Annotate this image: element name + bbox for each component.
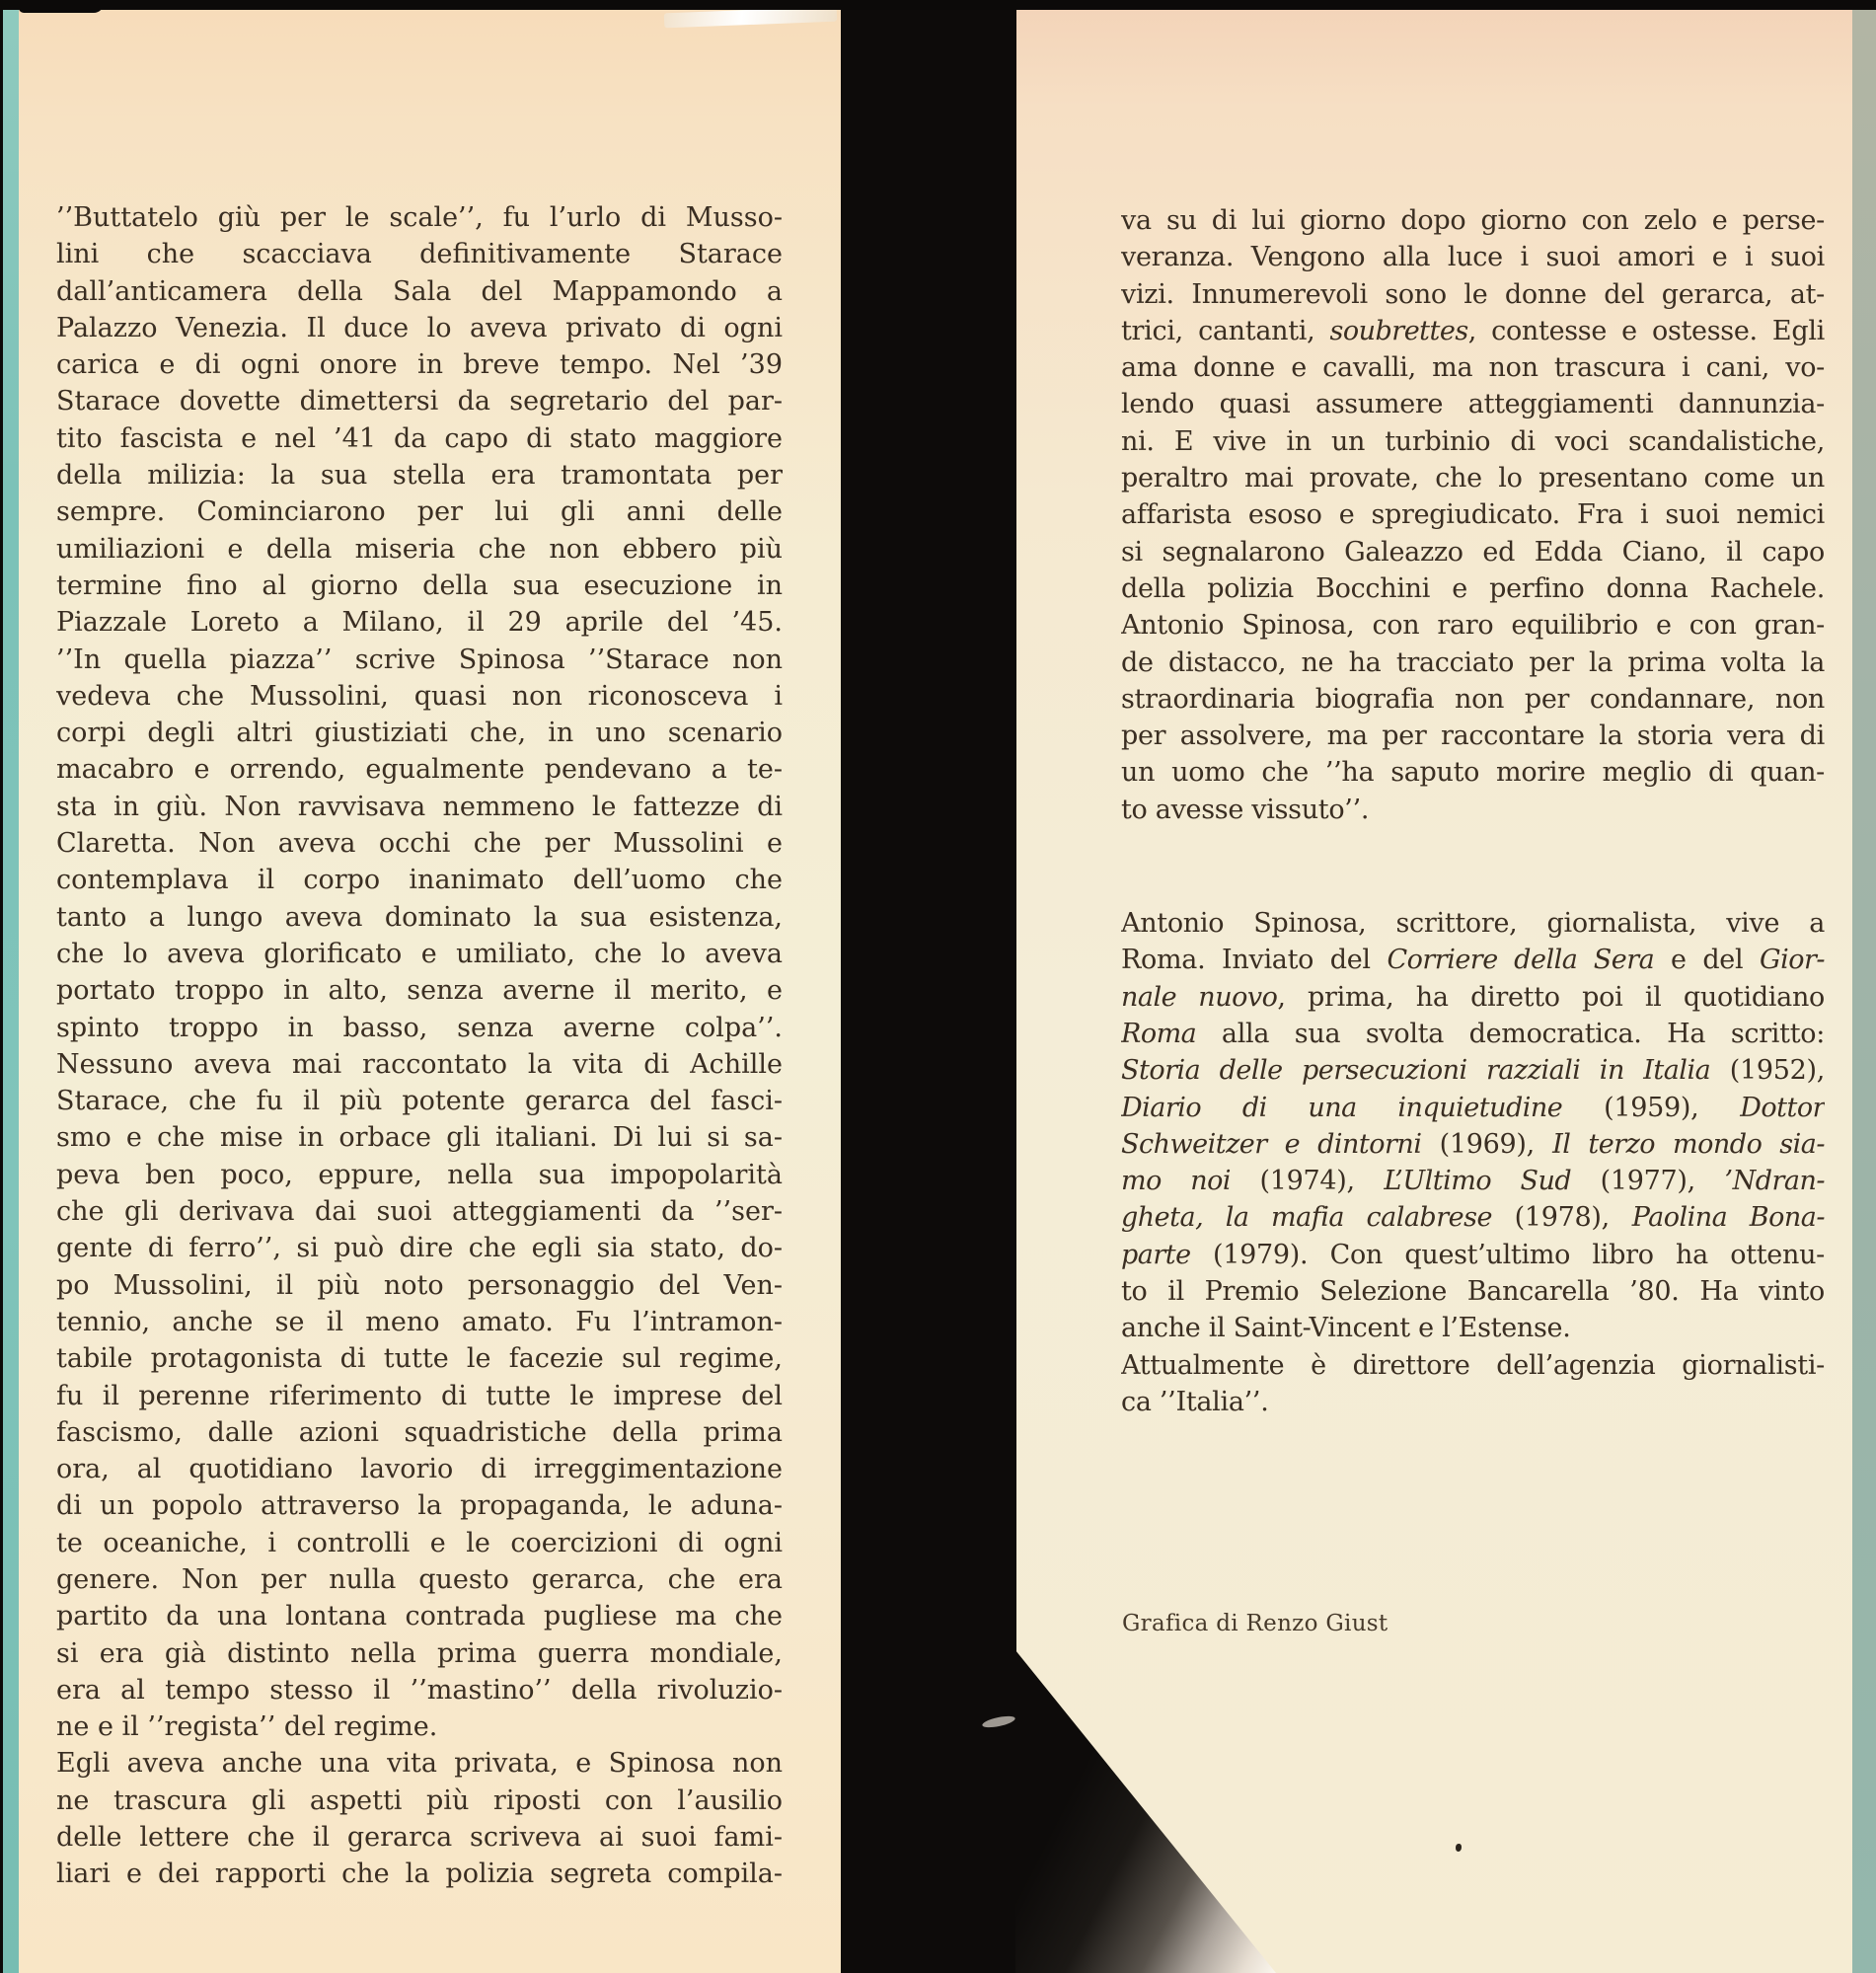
text-segment: tito fascista e nel ’41 da capo di stato maggiore — [56, 422, 783, 454]
text-segment: peraltro mai provate, che lo presentano come un — [1121, 463, 1825, 494]
text-line — [56, 199, 783, 236]
text-segment: tennio, anche se il meno amato. Fu l’intramon- — [56, 1306, 783, 1337]
cover-edge-right — [1852, 9, 1876, 1973]
text-segment: ’’Buttatelo giù per le scale’’, fu l’urlo di Musso- — [56, 202, 783, 233]
text-segment: carica e di ogni onore in breve tempo. Nel ’39 — [56, 349, 783, 381]
text-segment: contemplava il corpo inanimato dell’uomo che — [56, 865, 783, 896]
text-segment: straordinaria biografia non per condannare, non — [1121, 683, 1825, 715]
text-line — [56, 1561, 783, 1598]
paragraph — [1121, 905, 1825, 1420]
text-segment: trici, cantanti, — [1121, 315, 1330, 346]
text-segment: ca ’’Italia’’. — [1121, 1386, 1269, 1417]
text-line — [56, 1119, 783, 1156]
text-segment: Egli aveva anche una vita privata, e Spinosa non — [56, 1748, 783, 1780]
text-line — [56, 789, 783, 825]
text-segment: umiliazioni e della miseria che non ebbero più — [56, 533, 783, 565]
text-segment: tanto a lungo aveva dominato la sua esistenza, — [56, 901, 783, 933]
text-line — [1121, 570, 1825, 607]
design-credit: Grafica di Renzo Giust — [1122, 1611, 1388, 1636]
text-line — [1121, 905, 1825, 942]
italic-text: Corriere della Sera — [1387, 945, 1655, 976]
text-line — [56, 1193, 783, 1230]
text-segment: alla sua svolta democratica. Ha scritto: — [1196, 1018, 1825, 1049]
text-segment: ni. E vive in un turbinio di voci scandalistiche, — [1121, 425, 1825, 457]
text-segment: to il Premio Selezione Bancarella ’80. Ha vinto — [1121, 1276, 1825, 1308]
italic-text: Gior- — [1760, 945, 1825, 976]
text-line — [56, 972, 783, 1009]
left-flap-text — [56, 199, 783, 1893]
text-line — [56, 310, 783, 346]
italic-text: nale nuovo — [1121, 981, 1278, 1013]
text-line — [56, 1745, 783, 1782]
right-flap-text — [1121, 202, 1825, 1420]
text-line — [56, 1304, 783, 1340]
italic-text: Roma — [1121, 1018, 1197, 1049]
text-line — [56, 1856, 783, 1892]
text-segment: (1974), — [1230, 1166, 1385, 1197]
text-line — [1121, 460, 1825, 496]
text-segment: anche il Saint-Vincent e l’Estense. — [1121, 1313, 1571, 1344]
text-segment: (1979). Con quest’ultimo libro ha ottenu- — [1190, 1239, 1825, 1270]
text-segment: sempre. Cominciarono per lui gli anni delle — [56, 496, 783, 528]
text-line — [56, 1230, 783, 1266]
text-segment: (1969), — [1421, 1128, 1553, 1160]
text-segment: affarista esoso e spregiudicato. Fra i suoi nemici — [1121, 499, 1825, 531]
text-line — [1121, 276, 1825, 313]
italic-text: Diario di una inquietudine — [1121, 1092, 1563, 1123]
text-segment: Antonio Spinosa, con raro equilibrio e con gran- — [1121, 610, 1825, 642]
paragraph — [56, 199, 783, 1893]
text-segment: spinto troppo in basso, senza averne colpa’’. — [56, 1012, 783, 1043]
text-segment: dall’anticamera della Sala del Mappamondo a — [56, 275, 783, 307]
text-segment: Attualmente è direttore dell’agenzia giornalisti- — [1121, 1349, 1825, 1381]
text-line — [56, 236, 783, 272]
text-line — [1121, 681, 1825, 718]
text-line — [56, 568, 783, 604]
text-line — [1121, 1347, 1825, 1384]
text-line — [56, 493, 783, 530]
text-segment: Claretta. Non aveva occhi che per Mussolini e — [56, 828, 783, 860]
text-segment: liari e dei rapporti che la polizia segreta compila- — [56, 1859, 783, 1890]
text-line — [56, 604, 783, 641]
text-segment: vizi. Innumerevoli sono le donne del gerarca, at- — [1121, 278, 1825, 310]
text-segment: veranza. Vengono alla luce i suoi amori e i suoi — [1121, 242, 1825, 273]
text-line — [1121, 607, 1825, 644]
text-line — [56, 715, 783, 751]
italic-text: Schweitzer e dintorni — [1121, 1128, 1422, 1160]
text-line — [1121, 754, 1825, 791]
italic-text: mo noi — [1121, 1166, 1231, 1197]
text-segment: Roma. Inviato del — [1121, 945, 1388, 976]
text-line — [1121, 1310, 1825, 1346]
text-line — [1121, 942, 1825, 978]
text-segment: tabile protagonista di tutte le facezie sul regime, — [56, 1343, 783, 1375]
text-segment: ama donne e cavalli, ma non trascura i cani, vo- — [1121, 352, 1825, 384]
text-line — [56, 1046, 783, 1083]
text-line — [56, 825, 783, 862]
text-line — [1121, 1016, 1825, 1052]
text-segment: Antonio Spinosa, scrittore, giornalista, vive a — [1121, 908, 1825, 940]
text-line — [1121, 349, 1825, 386]
text-segment: , prima, ha diretto poi il quotidiano — [1277, 981, 1825, 1013]
text-segment: di un popolo attraverso la propaganda, le aduna- — [56, 1490, 783, 1522]
italic-text: soubrettes — [1329, 315, 1468, 346]
text-line — [1121, 645, 1825, 681]
text-line — [56, 678, 783, 715]
text-line — [56, 751, 783, 788]
text-segment: , contesse e ostesse. Egli — [1467, 315, 1825, 346]
text-segment: genere. Non per nulla questo gerarca, che era — [56, 1563, 783, 1595]
text-segment: (1952), — [1710, 1055, 1825, 1087]
text-line — [56, 862, 783, 898]
text-segment: ne e il ’’regista’’ del regime. — [56, 1711, 438, 1743]
text-line — [1121, 1273, 1825, 1310]
text-segment: e del — [1654, 945, 1761, 976]
text-segment: peva ben poco, eppure, nella sua impopolarità — [56, 1159, 783, 1190]
text-segment: gente di ferro’’, si può dire che egli sia stato, do- — [56, 1233, 783, 1264]
text-segment: lini che scacciava definitivamente Starace — [56, 239, 783, 270]
text-line — [56, 1525, 783, 1561]
text-segment: della polizia Bocchini e perfino donna Rachele. — [1121, 572, 1825, 604]
text-line — [1121, 423, 1825, 460]
text-segment: te oceaniche, i controlli e le coercizioni di ogni — [56, 1527, 783, 1558]
text-segment: vedeva che Mussolini, quasi non riconosceva i — [56, 680, 783, 712]
text-segment: ora, al quotidiano lavorio di irreggimentazione — [56, 1454, 783, 1485]
text-segment: ne trascura gli aspetti più riposti con l’ausilio — [56, 1784, 783, 1816]
text-line — [1121, 313, 1825, 349]
text-line — [1121, 1090, 1825, 1126]
text-segment: fascismo, dalle azioni squadristiche della prima — [56, 1416, 783, 1448]
spine-black-band — [841, 0, 1016, 1973]
text-line — [1121, 1199, 1825, 1236]
text-segment: de distacco, ne ha tracciato per la prima volta la — [1121, 646, 1825, 678]
text-line — [56, 346, 783, 383]
background-top-edge — [0, 0, 1876, 10]
text-segment: po Mussolini, il più noto personaggio del Ven- — [56, 1269, 783, 1301]
text-line — [56, 1083, 783, 1119]
text-line — [56, 936, 783, 972]
text-segment: sta in giù. Non ravvisava nemmeno le fattezze di — [56, 791, 783, 822]
text-segment: della milizia: la sua stella era tramontata per — [56, 460, 783, 492]
text-segment: delle lettere che il gerarca scriveva ai suoi fami- — [56, 1822, 783, 1854]
text-line — [56, 1010, 783, 1046]
text-line — [56, 1451, 783, 1487]
text-segment: (1978), — [1491, 1202, 1632, 1234]
text-segment: partito da una lontana contrada pugliese ma che — [56, 1601, 783, 1632]
italic-text: ’Ndran- — [1724, 1166, 1825, 1197]
text-segment: era al tempo stesso il ’’mastino’’ della rivoluzio- — [56, 1674, 783, 1706]
text-line — [56, 1414, 783, 1451]
text-line — [1121, 979, 1825, 1016]
text-segment: (1977), — [1571, 1166, 1725, 1197]
text-line — [1121, 1384, 1825, 1420]
text-line — [1121, 1237, 1825, 1273]
text-segment: un uomo che ’’ha saputo morire meglio di quan- — [1121, 757, 1825, 789]
text-line — [1121, 386, 1825, 422]
text-line — [56, 1635, 783, 1672]
text-segment: (1959), — [1562, 1092, 1741, 1123]
text-line — [1121, 1163, 1825, 1199]
text-segment: ’’In quella piazza’’ scrive Spinosa ’’Starace non — [56, 644, 783, 675]
text-line — [56, 1672, 783, 1708]
italic-text: gheta, la mafia calabrese — [1121, 1202, 1492, 1234]
italic-text: parte — [1121, 1239, 1191, 1270]
text-line — [56, 1598, 783, 1634]
text-segment: macabro e orrendo, egualmente pendevano a te- — [56, 754, 783, 786]
text-line — [1121, 1126, 1825, 1163]
italic-text: Dottor — [1740, 1092, 1825, 1123]
text-line — [1121, 1052, 1825, 1089]
text-line — [56, 531, 783, 568]
text-line — [56, 383, 783, 419]
text-segment: va su di lui giorno dopo giorno con zelo e perse- — [1121, 205, 1825, 236]
paragraph — [1121, 202, 1825, 828]
text-line — [56, 1487, 783, 1524]
text-segment: Nessuno aveva mai raccontato la vita di Achille — [56, 1048, 783, 1080]
text-line — [56, 1157, 783, 1193]
text-line — [1121, 792, 1825, 828]
text-line — [1121, 534, 1825, 570]
text-segment: che lo aveva glorificato e umiliato, che lo aveva — [56, 938, 783, 969]
text-segment: si era già distinto nella prima guerra mondiale, — [56, 1637, 783, 1669]
text-line — [1121, 239, 1825, 275]
text-line — [56, 1783, 783, 1819]
italic-text: Paolina Bona- — [1631, 1202, 1825, 1234]
text-line — [56, 457, 783, 493]
text-line — [56, 1708, 783, 1745]
italic-text: Storia delle persecuzioni razziali in Italia — [1121, 1055, 1711, 1087]
text-segment: si segnalarono Galeazzo ed Edda Ciano, il capo — [1121, 536, 1825, 568]
text-line — [56, 1340, 783, 1377]
italic-text: L’Ultimo Sud — [1384, 1166, 1572, 1197]
text-line — [56, 1378, 783, 1414]
text-segment: lendo quasi assumere atteggiamenti dannunzia- — [1121, 389, 1825, 420]
text-segment: smo e che mise in orbace gli italiani. Di lui si sa- — [56, 1122, 783, 1154]
text-line — [56, 1267, 783, 1304]
text-segment: fu il perenne riferimento di tutte le imprese del — [56, 1380, 783, 1411]
text-segment: che gli derivava dai suoi atteggiamenti da ’’ser- — [56, 1196, 783, 1228]
text-segment: Palazzo Venezia. Il duce lo aveva privato di ogni — [56, 312, 783, 343]
text-segment: corpi degli altri giustiziati che, in uno scenario — [56, 718, 783, 749]
text-line — [56, 899, 783, 936]
text-segment: Starace dovette dimettersi da segretario del par- — [56, 386, 783, 417]
text-line — [1121, 202, 1825, 239]
text-line — [56, 642, 783, 678]
text-segment: termine fino al giorno della sua esecuzione in — [56, 569, 783, 601]
text-line — [56, 273, 783, 310]
text-line — [56, 420, 783, 457]
text-segment: per assolvere, ma per raccontare la storia vera di — [1121, 721, 1825, 752]
text-line — [1121, 496, 1825, 533]
cover-edge-left — [3, 6, 19, 1973]
text-segment: Starace, che fu il più potente gerarca del fasci- — [56, 1086, 783, 1117]
text-segment: portato troppo in alto, senza averne il merito, e — [56, 975, 783, 1007]
text-segment: Piazzale Loreto a Milano, il 29 aprile del ’45. — [56, 607, 783, 639]
text-line — [1121, 718, 1825, 754]
text-line — [56, 1819, 783, 1856]
text-segment: to avesse vissuto’’. — [1121, 794, 1370, 825]
italic-text: Il terzo mondo sia- — [1552, 1128, 1825, 1160]
